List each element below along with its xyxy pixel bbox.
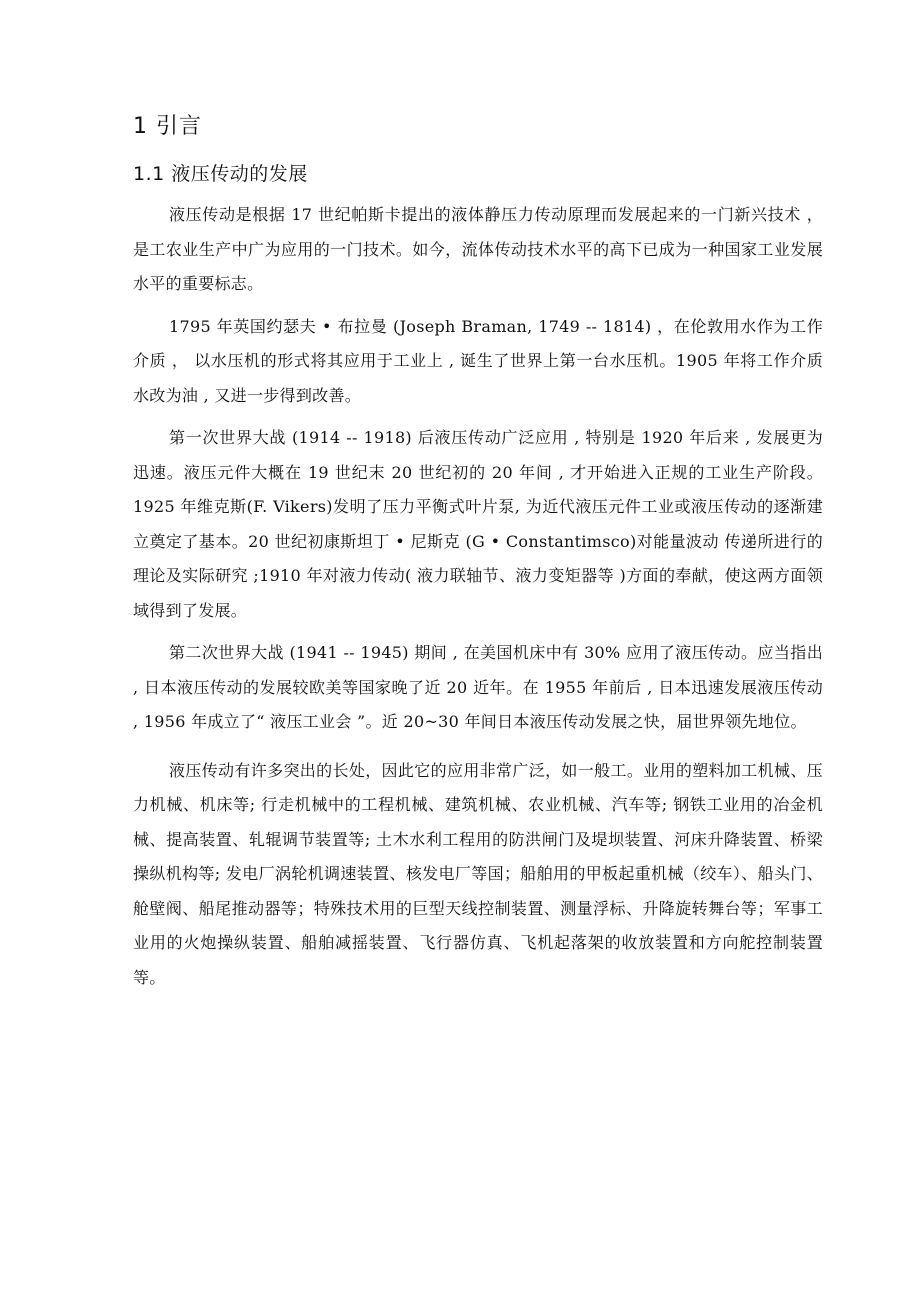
- paragraph: 液压传动有许多突出的长处，因此它的应用非常广泛，如一般工。业用的塑料加工机械、压力机械、机床等; 行走机械中的工程机械、建筑机械、农业机械、汽车等; 钢铁工业用的冶金机械、提高装置、轧辊调节装置等; 土木水利工程用的防洪闸门及堤坝装置、河床升降装置、桥梁操纵机构等; 发电厂涡轮机调速装置、核发电厂等国；船舶用的甲板起重机械（绞车）、船头门、舱壁阀、船尾推动器等；特殊技术用的巨型天线控制装置、测量浮标、升降旋转舞台等；军事工业用的火炮操纵装置、船舶减摇装置、飞行器仿真、飞机起落架的收放装置和方向舵控制装置等。: [133, 760, 823, 987]
- subsection-heading: 1.1 液压传动的发展: [133, 163, 308, 185]
- paragraph: 液压传动是根据 17 世纪帕斯卡提出的液体静压力传动原理而发展起来的一门新兴技术 ，是工农业生产中广为应用的一门技术。如今，流体传动技术水平的高下已成为一种国家工业发展水平的重要标志。: [133, 205, 823, 293]
- paragraph: 1795 年英国约瑟夫 • 布拉曼 (Joseph Braman, 1749 -- 1814) ，在伦敦用水作为工作介质 ， 以水压机的形式将其应用于工业上 , 诞生了世界上第一台水压机。1905 年将工作介质水改为油 , 又进一步得到改善。: [133, 316, 823, 405]
- paragraph: 第一次世界大战 (1914 -- 1918) 后液压传动广泛应用 , 特别是 1920 年后来 , 发展更为迅速。液压元件大概在 19 世纪末 20 世纪初的 20 年间 , 才开始进入正规的工业生产阶段。1925 年维克斯(F. Vikers)发明了压力平衡式叶片泵, 为近代液压元件工业或液压传动的逐渐建立奠定了基本。20 世纪初康斯坦丁 • 尼斯克 (G • Constantimsco)对能量波动 传递所进行的理论及实际研究 ;1910 年对液力传动( 液力联轴节、液力变矩器等 )方面的奉献，使这两方面领域得到了发展。: [133, 428, 823, 620]
- document-page: [133, 112, 823, 1003]
- paragraph: 第二次世界大战 (1941 -- 1945) 期间 , 在美国机床中有 30% 应用了液压传动。应当指出 , 日本液压传动的发展较欧美等国家晚了近 20 近年。在 1955 年前后 , 日本迅速发展液压传动 , 1956 年成立了“ 液压工业会 ”。近 20~30 年间日本液压传动发展之快，届世界领先地位。: [133, 643, 823, 731]
- section-heading: 1 引言: [133, 114, 202, 139]
